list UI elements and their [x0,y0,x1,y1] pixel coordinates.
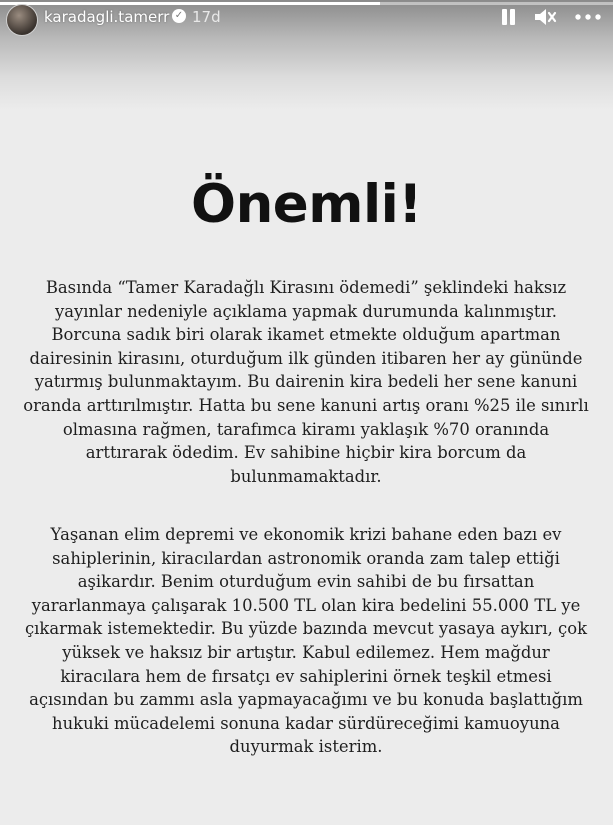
text-line: kiracılara hem de fırsatçı ev sahiplerini örnek teşkil etmesi [60,666,552,686]
text-line: çıkarmak istemektedir. Bu yüzde bazında mevcut yasaya aykırı, çok [24,619,588,639]
text-line: Yaşanan elim depremi ve ekonomik krizi bahane eden bazı ev [50,525,562,544]
text-line: yüksek ve haksız bir artıştır. Kabul edilemez. Hem mağdur [62,642,550,662]
text-line: yatırmış bulunmaktayım. Bu dairenin kira bedeli her sene kanuni [34,372,578,392]
story-progress-bar [0,2,613,5]
text-line: Borcuna sadık biri olarak ikamet etmekte olduğum apartman [51,325,561,345]
avatar[interactable] [6,4,38,36]
text-line: dairesinin kirasını, oturduğum ilk günden itibaren her ay gününde [29,348,583,368]
text-line: bulunmamaktadır. [230,466,382,486]
story-progress-fill [0,2,380,5]
story-header [0,0,613,110]
text-line: oranda arttırılmıştır. Hatta bu sene kanuni artış oranı %25 ile sınırlı [23,395,589,415]
text-line: Basında “Tamer Karadağlı Kirasını ödemedi” şeklindeki haksız [45,278,567,297]
text-line: yayınlar nedeniyle açıklama yapmak durumunda kalınmıştır. [54,301,558,321]
text-line: arttırarak ödedim. Ev sahibine hiçbir kira borcum da [85,443,527,463]
verified-badge-icon: ✓ [172,9,186,23]
headline: Önemli! [191,174,422,235]
text-line: hukuki mücadelemi sonuna kadar sürdüreceğimi kamuoyuna [52,713,560,733]
pause-icon[interactable] [500,8,516,26]
username[interactable]: karadagli.tamerr [44,8,170,26]
text-line: sahiplerinin, kiracılardan astronomik oranda zam talep ettiği [52,548,560,568]
statement-paragraph-2 [6,523,606,759]
mute-icon[interactable] [533,6,557,28]
statement-paragraph-1 [6,276,606,488]
text-line: açısından bu zammı asla yapmayacağımı ve bu konuda başlattığım [29,690,583,710]
text-line: olmasına rağmen, tarafımca kiramı yaklaşık %70 oranında [62,419,550,439]
text-line: yararlanmaya çalışarak 10.500 TL olan kira bedelini 55.000 TL ye [31,595,581,615]
more-icon[interactable] [573,8,603,26]
text-line: duyurmak isterim. [229,737,383,757]
story-timestamp: 17d [192,8,221,26]
text-line: aşikardır. Benim oturduğum evin sahibi de bu fırsattan [77,572,535,592]
